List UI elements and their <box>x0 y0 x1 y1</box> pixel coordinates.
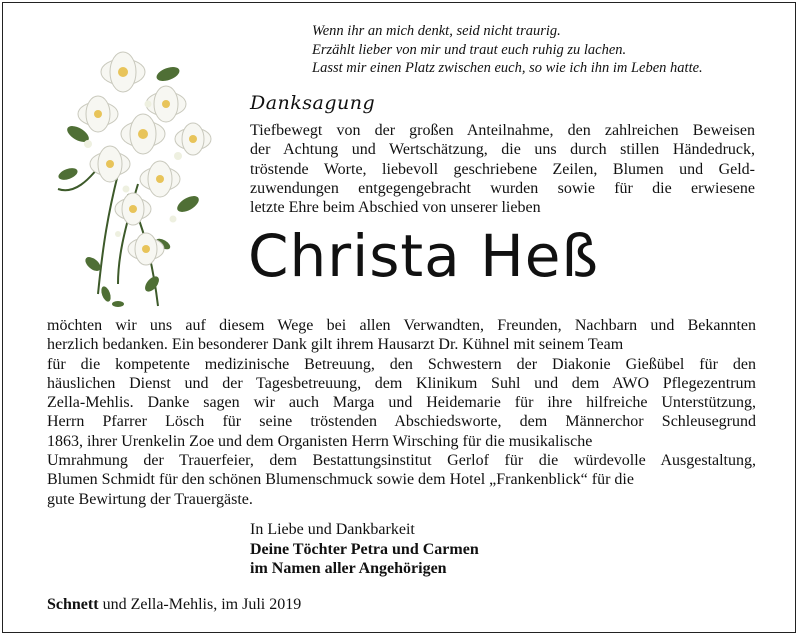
intro-text <box>250 121 755 217</box>
intro-line: zuwendungen entgegengebracht wurden sowie für die erwiesene <box>250 179 755 197</box>
deceased-name: Christa Heß <box>248 222 599 290</box>
place-name: Schnett <box>47 596 99 613</box>
place-date-rest: und Zella-Mehlis, im Juli 2019 <box>98 596 302 613</box>
intro-line: tröstende Worte, liebevoll geschriebene Zeilen, Blumen und Geld- <box>250 160 755 178</box>
body-line: Zella-Mehlis. Danke sagen wir auch Marga und Heidemarie für ihre hilfreiche Unterstützung, <box>47 394 756 412</box>
intro-line: letzte Ehre beim Abschied von unserer lieben <box>250 199 541 217</box>
orchid-bouquet-icon <box>48 44 213 312</box>
body-line: herzlich bedanken. Ein besonderer Dank gilt ihrem Hausarzt Dr. Kühnel mit seinem Team <box>47 336 624 354</box>
place-date <box>47 596 301 614</box>
body-line: gute Bewirtung der Trauergäste. <box>47 490 253 508</box>
body-line: Blumen Schmidt für den schönen Blumenschmuck sowie dem Hotel „Frankenblick“ für die <box>47 471 634 489</box>
poem-line: Erzählt lieber von mir und traut euch ruhig zu lachen. <box>312 41 627 58</box>
body-line: für die kompetente medizinische Betreuung, den Schwestern der Diakonie Gießübel für den <box>47 355 756 373</box>
heading-danksagung: Danksagung <box>250 92 376 114</box>
poem-line: Lasst mir einen Platz zwischen euch, so wie ich ihn im Leben hatte. <box>312 60 703 76</box>
body-line: häuslichen Dienst und der Tagesbetreuung, dem Klinikum Suhl und dem AWO Pflegezentrum <box>47 374 756 392</box>
body-line: 1863, ihrer Urenkelin Zoe und dem Organisten Herrn Wirsching für die musikalische <box>47 432 593 450</box>
closing-line: Deine Töchter Petra und Carmen <box>250 540 479 558</box>
closing-line: In Liebe und Dankbarkeit <box>250 521 415 538</box>
body-line: Umrahmung der Trauerfeier, dem Bestattungsinstitut Gerlof für die würdevolle Ausgestaltung, <box>47 452 756 470</box>
body-text <box>47 316 756 509</box>
intro-line: Tiefbewegt von der großen Anteilnahme, den zahlreichen Beweisen <box>250 122 755 139</box>
poem-line: Wenn ihr an mich denkt, seid nicht traurig. <box>312 23 561 39</box>
closing-line: im Namen aller Angehörigen <box>250 560 447 577</box>
intro-line: der Achtung und Wertschätzung, die uns durch stillen Händedruck, <box>250 141 755 159</box>
closing-signature <box>250 520 479 579</box>
body-line: Herrn Pfarrer Lösch für seine tröstenden Abschiedsworte, dem Männerchor Schleusegrund <box>47 413 756 431</box>
body-line: möchten wir uns auf diesem Wege bei allen Verwandten, Freunden, Nachbarn und Bekannten <box>47 317 756 334</box>
poem <box>312 22 782 78</box>
